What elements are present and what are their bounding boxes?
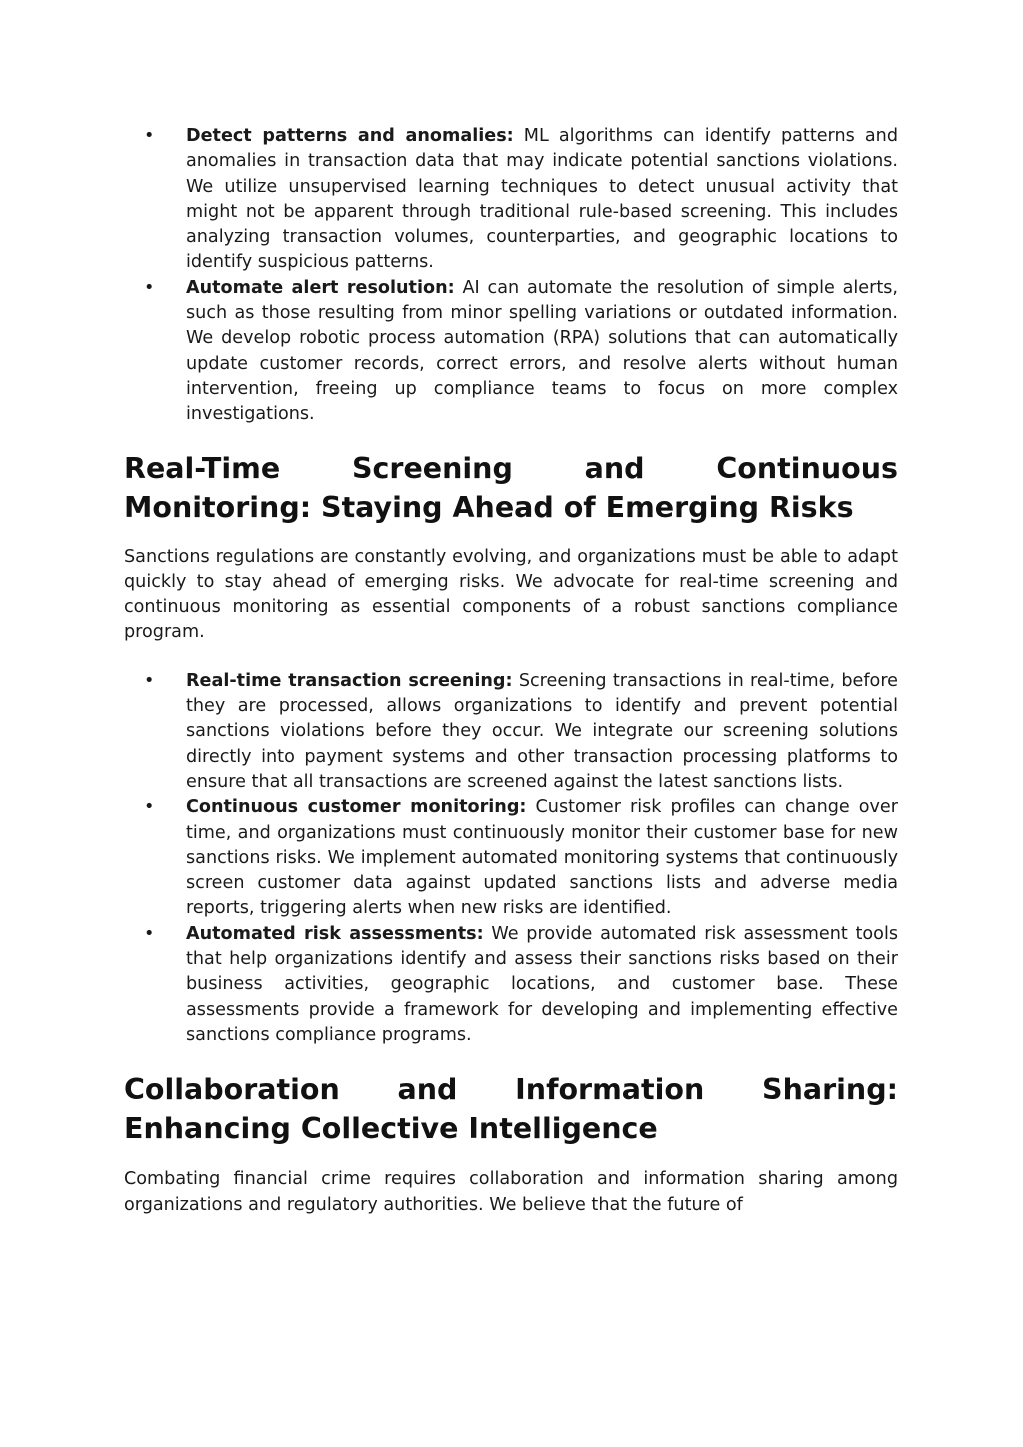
list-item [186,669,898,795]
item-term: Continuous customer monitoring: [186,797,527,818]
item-text: ML algorithms can identify patterns and anomalies in transaction data that may indicate potential sanctions violations. We utilize unsupervised learning techniques to detect unusual activity that might not be apparent through traditional rule-based screening. This includes analyzing transaction volumes, counterparties, and geographic locations to identify suspicious patterns. [186,126,898,273]
item-text: We provide automated risk assessment tools that help organizations identify and assess their sanctions risks based on their business activities, geographic locations, and customer base. These assessments provide a framework for developing and implementing effective sanctions compliance programs. [186,923,898,1045]
item-text: Screening transactions in real-time, before they are processed, allows organizations to identify and prevent potential sanctions violations before they occur. We integrate our screening solutions directly into payment systems and other transaction processing platforms to ensure that all transactions are screened against the latest sanctions lists. [186,670,898,792]
section-heading: Real-Time Screening and Continuous Monitoring: Staying Ahead of Emerging Risks [124,451,898,524]
list-item [186,922,898,1048]
item-text: Customer risk profiles can change over time, and organizations must continuously monitor their customer base for new sanctions risks. We implement automated monitoring systems that continuously screen customer data against updated sanctions lists and adverse media reports, triggering alerts when new risks are identified. [186,797,898,919]
list-item [186,795,898,921]
section-paragraph: Combating financial crime requires collaboration and information sharing among organizations and regulatory authorities. We believe that the future of [124,1169,898,1215]
list-item [186,276,898,428]
section-heading: Collaboration and Information Sharing: Enhancing Collective Intelligence [124,1073,898,1146]
item-term: Detect patterns and anomalies: [186,126,514,146]
section-paragraph: Sanctions regulations are constantly evolving, and organizations must be able to adapt quickly to stay ahead of emerging risks. We advocate for real-time screening and continuous monitoring as essential components of a robust sanctions compliance program. [124,546,898,643]
bullet-list-ai [124,124,898,428]
document-page [124,124,898,1218]
item-term: Automated risk assessments: [186,923,484,944]
item-term: Automate alert resolution: [186,277,455,298]
bullet-list-monitoring [124,669,898,1048]
item-term: Real-time transaction screening: [186,670,513,691]
list-item [186,124,898,276]
item-text: AI can automate the resolution of simple alerts, such as those resulting from minor spelling variations or outdated information. We develop robotic process automation (RPA) solutions that can automatically update customer records, correct errors, and resolve alerts without human intervention, freeing up compliance teams to focus on more complex investigations. [186,277,898,425]
